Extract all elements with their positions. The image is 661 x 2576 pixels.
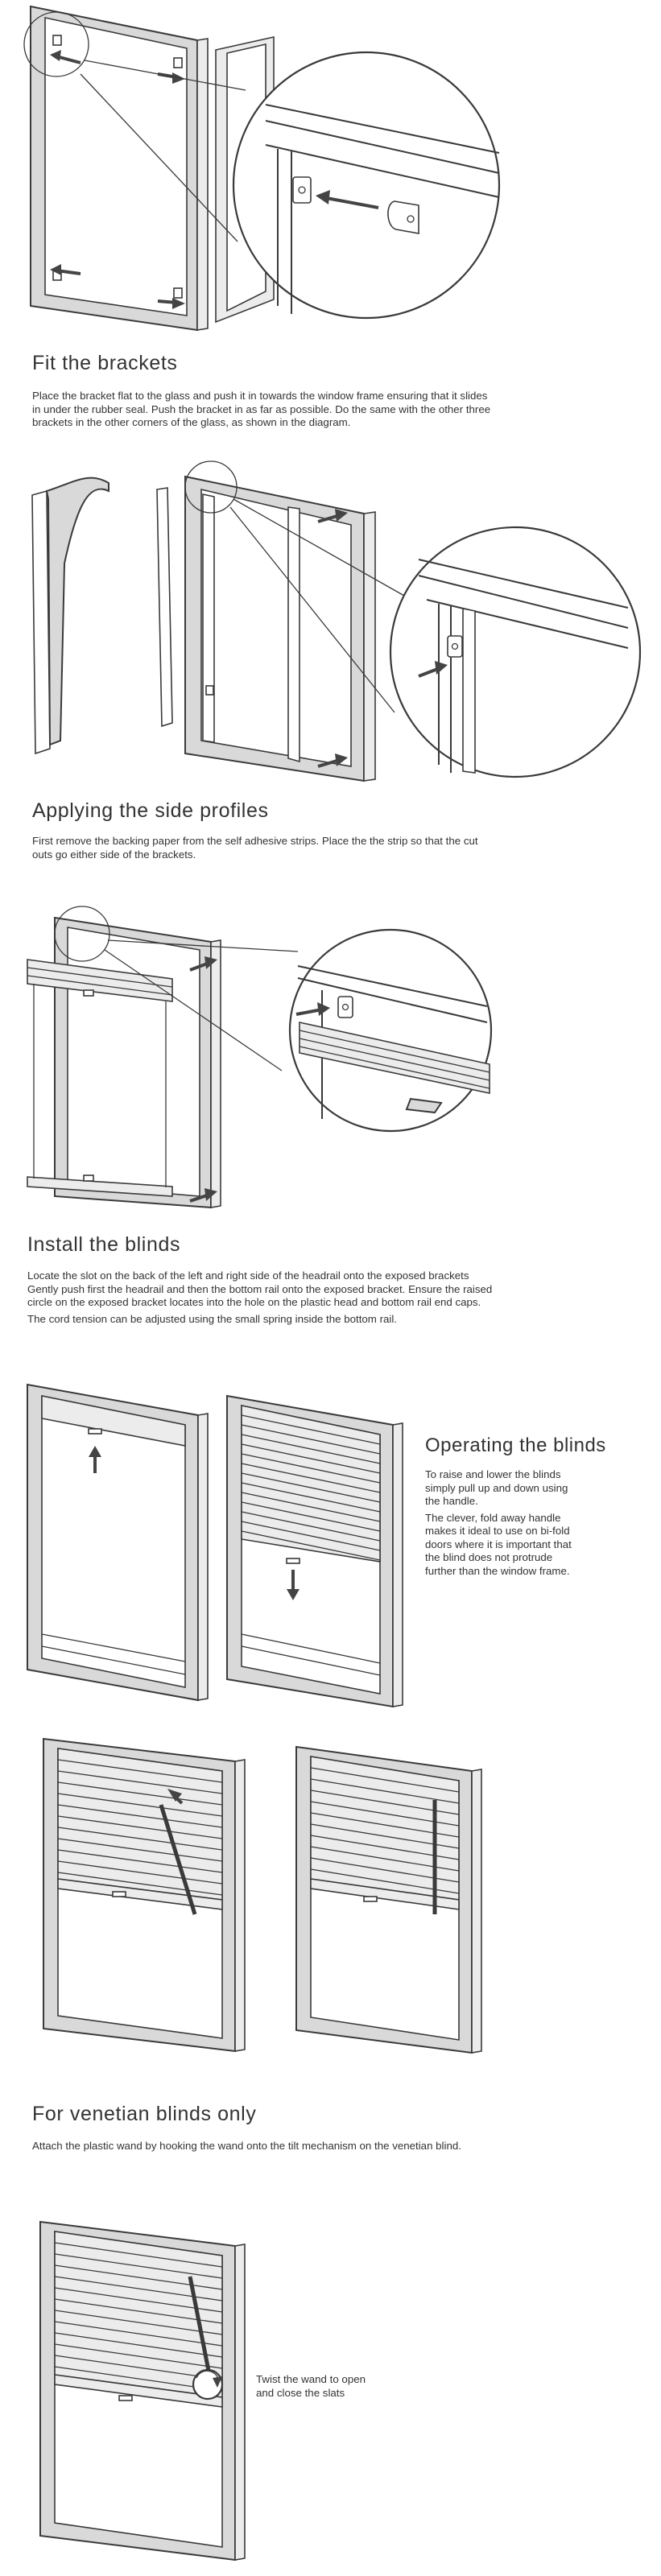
fit-brackets-title: Fit the brackets <box>32 352 178 374</box>
install-blinds-text <box>27 1269 639 1326</box>
text-line: further than the window frame. <box>425 1564 570 1577</box>
operating-text-block <box>425 1435 651 1578</box>
side-profiles-title: Applying the side profiles <box>32 799 269 822</box>
twist-text <box>256 2373 465 2400</box>
text-line: brackets in the other corners of the glass, as shown in the diagram. <box>32 416 351 428</box>
text-line: Twist the wand to open <box>256 2373 366 2385</box>
text-line: circle on the exposed bracket locates into the hole on the plastic head and bottom rail end caps. <box>27 1296 481 1308</box>
side-profiles-text <box>32 835 644 861</box>
venetian-wand-illustration <box>0 1731 661 2077</box>
install-blinds-title: Install the blinds <box>27 1233 181 1256</box>
text-line: The clever, fold away handle <box>425 1511 561 1524</box>
bracket-fitting-illustration <box>0 0 661 338</box>
text-line: First remove the backing paper from the self adhesive strips. Place the the strip so that the cut <box>32 835 478 847</box>
text-line: Place the bracket flat to the glass and push it in towards the window frame ensuring that it slides <box>32 390 488 402</box>
install-blinds-illustration <box>0 886 661 1240</box>
side-profile-illustration <box>0 467 661 789</box>
text-line: simply pull up and down using <box>425 1481 568 1494</box>
text-line: doors where it is important that <box>425 1538 572 1550</box>
venetian-title: For venetian blinds only <box>32 2103 257 2125</box>
text-line: in under the rubber seal. Push the bracket in as far as possible. Do the same with the other three <box>32 402 491 415</box>
fit-brackets-text <box>32 390 644 430</box>
text-line: the handle. <box>425 1495 478 1507</box>
operating-title: Operating the blinds <box>425 1435 606 1456</box>
bracket-icon <box>53 35 61 45</box>
text-line: The cord tension can be adjusted using the small spring inside the bottom rail. <box>27 1312 398 1325</box>
text-line: Attach the plastic wand by hooking the wand onto the tilt mechanism on the venetian blind. <box>32 2140 461 2152</box>
text-line: makes it ideal to use on bi-fold <box>425 1525 570 1537</box>
text-line: and close the slats <box>256 2386 345 2399</box>
text-line: the blind does not protrude <box>425 1551 553 1563</box>
text-line: To raise and lower the blinds <box>425 1468 561 1480</box>
text-line: Locate the slot on the back of the left and right side of the headrail onto the exposed brackets <box>27 1269 469 1282</box>
text-line: Gently push first the headrail and then the bottom rail onto the exposed bracket. Ensure the raised <box>27 1282 493 1295</box>
venetian-text <box>32 2140 644 2153</box>
text-line: outs go either side of the brackets. <box>32 848 196 861</box>
